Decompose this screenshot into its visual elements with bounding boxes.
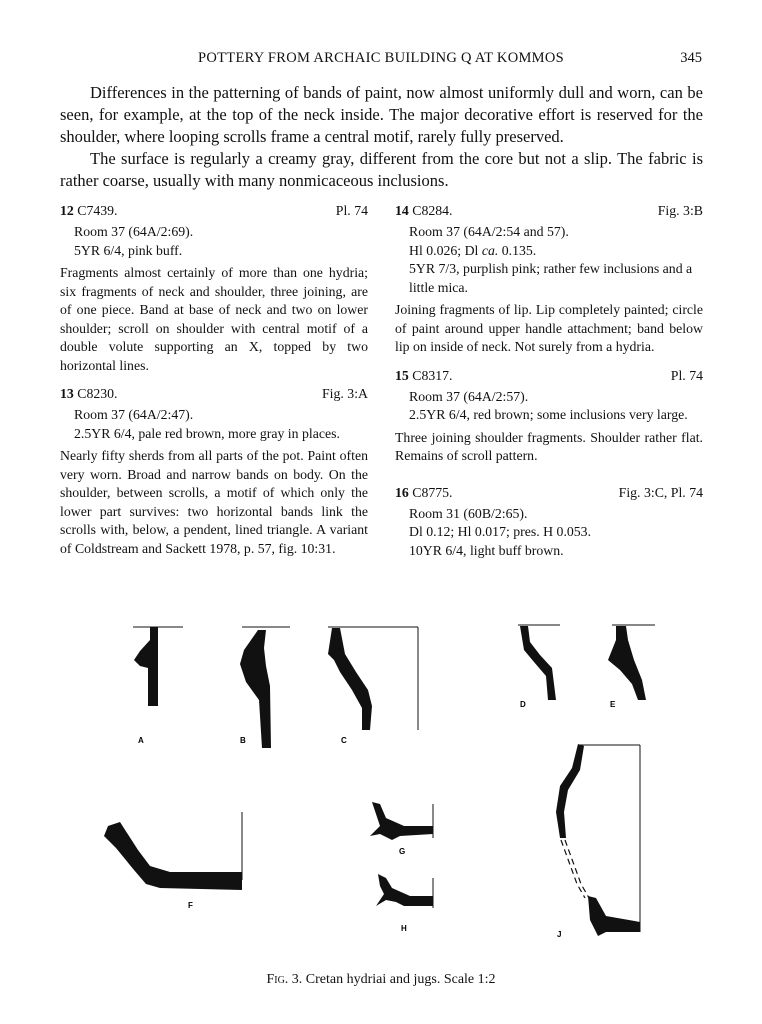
- entry-findspot: Room 31 (60B/2:65).: [409, 505, 528, 521]
- entry-color: 5YR 6/4, pink buff.: [74, 242, 183, 258]
- entry-inventory: C8230.: [77, 386, 118, 401]
- profile-drawing-c: [328, 627, 418, 730]
- profile-drawing-j: [556, 744, 640, 936]
- entry-findspot: Room 37 (64A/2:47).: [74, 407, 194, 422]
- figure-label-e: E: [610, 700, 616, 709]
- figure-caption-text: 3. Cretan hydriai and jugs. Scale 1:2: [288, 972, 496, 987]
- entry-inventory: C7439.: [77, 203, 118, 218]
- figure-label-h: H: [401, 924, 407, 933]
- page-number: 345: [680, 50, 702, 66]
- entry-description: Three joining shoulder fragments. Shoulder rather flat. Remains of scroll pattern.: [395, 429, 703, 463]
- entry-dimensions-ca: ca.: [481, 242, 499, 258]
- figure-label-d: D: [520, 700, 526, 709]
- profile-drawing-h: [376, 874, 433, 908]
- entry-number: 13: [60, 386, 74, 401]
- entry-number: 12: [60, 203, 74, 218]
- profile-drawing-d: [518, 625, 560, 700]
- entry-number: 14: [395, 203, 409, 218]
- entry-dimensions: [409, 242, 703, 261]
- entry-reference: Fig. 3:A: [322, 386, 368, 401]
- running-header: [0, 50, 762, 70]
- entry-findspot: Room 37 (64A/2:69).: [74, 224, 194, 239]
- entry-dimensions: Dl 0.12; Hl 0.017; pres. H 0.053.: [409, 524, 592, 539]
- entry-color: 2.5YR 6/4, pale red brown, more gray in places.: [74, 425, 340, 441]
- entry-color: 5YR 7/3, purplish pink; rather few inclusions and a little mica.: [409, 261, 693, 295]
- entry-number: 15: [395, 367, 409, 383]
- figure-label-j: J: [557, 930, 562, 939]
- figure-label-b: B: [240, 736, 246, 745]
- entry-findspot: Room 37 (64A/2:54 and 57).: [409, 224, 569, 239]
- catalog-column-right: [395, 202, 703, 560]
- entry-inventory: C8775.: [412, 484, 453, 500]
- figure-label-g: G: [399, 847, 406, 856]
- entry-heading: [395, 367, 703, 386]
- entry-heading: [60, 385, 368, 404]
- figure-label-f: F: [188, 901, 193, 910]
- figure-label-c: C: [341, 736, 347, 745]
- profile-drawing-g: [370, 802, 433, 840]
- entry-color: 10YR 6/4, light buff brown.: [409, 542, 564, 558]
- profile-drawing-e: [608, 625, 655, 700]
- profile-drawing-a: [133, 627, 183, 706]
- entry-dimensions-c: 0.135.: [498, 242, 537, 258]
- entry-reference: Fig. 3:C, Pl. 74: [618, 484, 703, 500]
- entry-findspot: Room 37 (64A/2:57).: [409, 388, 529, 404]
- entry-heading: [395, 202, 703, 221]
- intro-text: [60, 82, 703, 192]
- entry-number: 16: [395, 484, 409, 500]
- entry-meta: [409, 505, 703, 561]
- figure-label-a: A: [138, 736, 144, 745]
- entry-reference: Pl. 74: [670, 367, 703, 383]
- entry-inventory: C8317.: [412, 367, 453, 383]
- entry-meta: [409, 388, 703, 425]
- figure-caption-prefix: Fig.: [266, 972, 289, 987]
- figure-caption: [0, 972, 762, 988]
- entry-description: Nearly fifty sherds from all parts of the pot. Paint often very worn. Broad and narrow bands on body. On the shoulder, between scrolls, a motif of which only the lower part survives: two horizontal bands link the scrolls with, below, a pendent, lined triangle. A variant of Coldstream and Sackett 1978, p. 57, fig. 10:31.: [60, 448, 368, 556]
- entry-description: Fragments almost certainly of more than one hydria; six fragments of neck and shoulder, three joining, are of one piece. Band at base of neck and two on lower shoulder; scroll on shoulder with central motif of a double volute supporting an X, topped by two horizontal lines.: [60, 265, 368, 373]
- entry-dimensions-a: Hl 0.026; Dl: [409, 242, 482, 258]
- catalog-column-left: [60, 202, 368, 558]
- entry-meta: [409, 223, 703, 297]
- intro-paragraph-2: The surface is regularly a creamy gray, different from the core but not a slip. The fabric is rather coarse, usually with many nonmicaceous inclusions.: [60, 149, 703, 190]
- profile-drawings-figure: [0, 610, 762, 960]
- entry-meta: [74, 406, 368, 443]
- entry-color: 2.5YR 6/4, red brown; some inclusions very large.: [409, 407, 688, 422]
- profile-drawing-f: [104, 812, 242, 890]
- entry-inventory: C8284.: [412, 203, 453, 218]
- profile-drawing-b: [240, 627, 290, 748]
- running-title: POTTERY FROM ARCHAIC BUILDING Q AT KOMMOS: [198, 50, 564, 66]
- entry-reference: Fig. 3:B: [657, 203, 703, 218]
- intro-paragraph-1: Differences in the patterning of bands of paint, now almost uniformly dull and worn, can be seen, for example, at the top of the neck inside. The major decorative effort is reserved for the shoulder, where looping scrolls frame a central motif, rarely fully preserved.: [60, 83, 703, 146]
- entry-meta: [74, 223, 368, 260]
- entry-reference: Pl. 74: [335, 203, 368, 218]
- entry-heading: [60, 202, 368, 221]
- entry-heading: [395, 484, 703, 503]
- entry-description: Joining fragments of lip. Lip completely painted; circle of paint around upper handle attachment; band below lip on inside of neck. Not surely from a hydria.: [395, 302, 703, 354]
